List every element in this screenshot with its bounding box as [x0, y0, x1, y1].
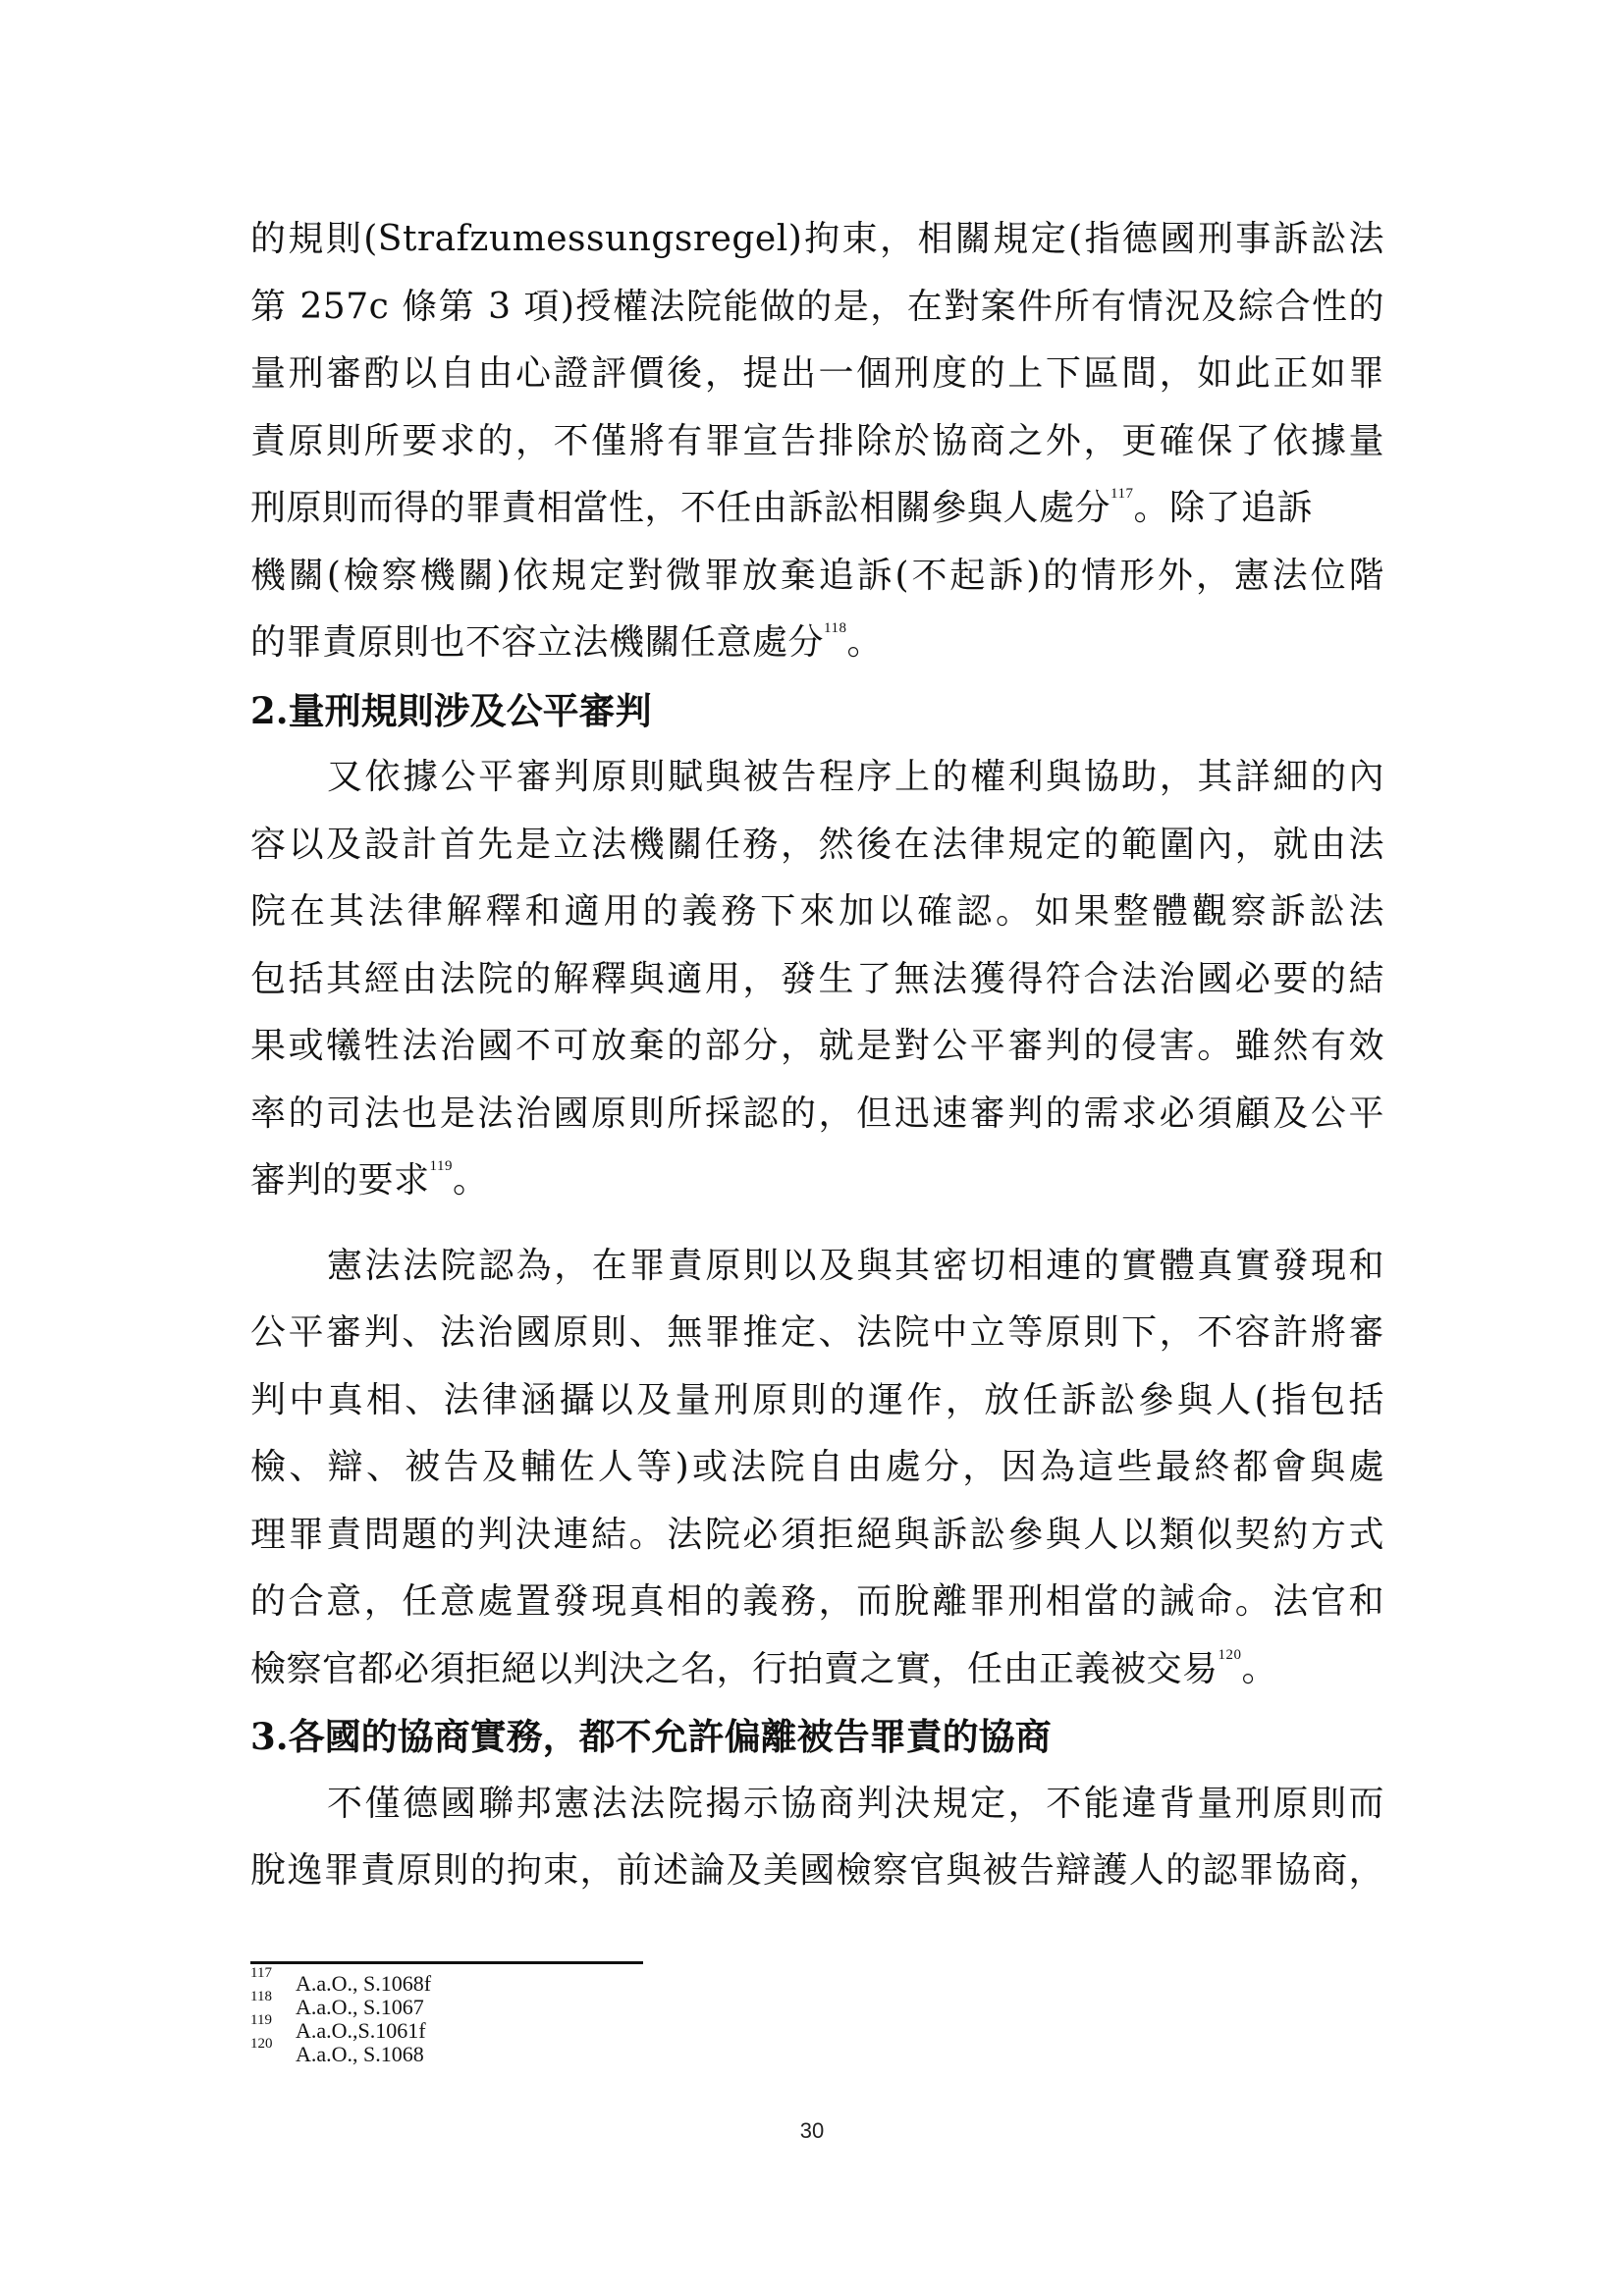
section-heading-3: 3.各國的協商實務，都不允許偏離被告罪責的協商 — [250, 1715, 1052, 1758]
footnote-119 — [250, 2012, 938, 2043]
paragraph-2-line-2: 容以及設計首先是立法機關任務，然後在法律規定的範圍內，就由法 — [250, 824, 1384, 865]
text-segment: 審判的要求 — [250, 1160, 430, 1201]
text-segment: 的罪責原則也不容立法機關任意處分 — [250, 622, 825, 663]
page-number: 30 — [799, 2118, 825, 2143]
paragraph-3-line-1: 憲法法院認為，在罪責原則以及與其密切相連的實體真實發現和 — [327, 1245, 1384, 1286]
paragraph-4-line-2: 脫逸罪責原則的拘束，前述論及美國檢察官與被告辯護人的認罪協商， — [250, 1850, 1384, 1891]
paragraph-2-line-1: 又依據公平審判原則賦與被告程序上的權利與協助，其詳細的內 — [327, 757, 1384, 797]
footnote-number: 119 — [250, 2012, 272, 2028]
paragraph-gap — [250, 1215, 1384, 1233]
footnote-ref-120[interactable]: 120 — [1218, 1646, 1242, 1663]
paragraph-1-line-3: 量刑審酌以自由心證評價後，提出一個刑度的上下區間，如此正如罪 — [250, 353, 1384, 394]
paragraph-1-line-4: 責原則所要求的，不僅將有罪宣告排除於協商之外，更確保了依據量 — [250, 420, 1384, 461]
footnote-number: 117 — [250, 1965, 272, 1981]
text-segment: 。 — [846, 622, 883, 663]
text-segment: 。除了追訴 — [1133, 488, 1313, 528]
text-segment: 檢察官都必須拒絕以判決之名，行拍賣之實，任由正義被交易 — [250, 1648, 1218, 1689]
footnote-text: A.a.O.,S.1061f — [296, 2018, 426, 2043]
paragraph-3-line-3: 判中真相、法律涵攝以及量刑原則的運作，放任訴訟參與人(指包括 — [250, 1379, 1384, 1420]
paragraph-1-line-6: 機關(檢察機關)依規定對微罪放棄追訴(不起訴)的情形外，憲法位階 — [250, 555, 1384, 596]
footnote-118 — [250, 1989, 938, 2019]
text-segment: 。 — [452, 1160, 489, 1201]
paragraph-3-line-7 — [250, 1636, 1384, 1704]
section-heading-2: 2.量刑規則涉及公平審判 — [250, 688, 652, 732]
footnote-ref-118[interactable]: 118 — [824, 620, 847, 636]
footnote-text: A.a.O., S.1068 — [296, 2042, 424, 2066]
paragraph-1-line-1: 的規則(Strafzumessungsregel)拘束，相關規定(指德國刑事訴訟法 — [250, 219, 1384, 259]
paragraph-1-line-2: 第 257c 條第 3 項)授權法院能做的是，在對案件所有情況及綜合性的 — [250, 286, 1384, 327]
footnotes — [250, 1965, 938, 2066]
footnote-text: A.a.O., S.1068f — [296, 1971, 432, 1996]
body-text — [250, 206, 1384, 1905]
paragraph-1-line-5 — [250, 475, 1384, 543]
paragraph-1-line-7 — [250, 610, 1384, 677]
paragraph-2-line-6: 率的司法也是法治國原則所採認的，但迅速審判的需求必須顧及公平 — [250, 1093, 1384, 1134]
paragraph-2-line-5: 果或犧牲法治國不可放棄的部分，就是對公平審判的侵害。雖然有效 — [250, 1026, 1384, 1066]
paragraph-2-line-3: 院在其法律解釋和適用的義務下來加以確認。如果整體觀察訴訟法 — [250, 891, 1384, 932]
paragraph-3-line-4: 檢、辯、被告及輔佐人等)或法院自由處分，因為這些最終都會與處 — [250, 1447, 1384, 1487]
paragraph-2-line-7 — [250, 1148, 1384, 1215]
footnote-number: 118 — [250, 1989, 272, 2004]
paragraph-3-line-5: 理罪責問題的判決連結。法院必須拒絕與訴訟參與人以類似契約方式 — [250, 1514, 1384, 1555]
footnote-117 — [250, 1965, 938, 1996]
footnote-text: A.a.O., S.1067 — [296, 1995, 424, 2019]
paragraph-3-line-6: 的合意，任意處置發現真相的義務，而脫離罪刑相當的誡命。法官和 — [250, 1581, 1384, 1622]
paragraph-4-line-1: 不僅德國聯邦憲法法院揭示協商判決規定，不能違背量刑原則而 — [327, 1783, 1384, 1824]
paragraph-2-line-4: 包括其經由法院的解釋與適用，發生了無法獲得符合法治國必要的結 — [250, 958, 1384, 999]
footnote-120 — [250, 2036, 938, 2066]
footnote-ref-117[interactable]: 117 — [1110, 486, 1134, 502]
footnote-ref-119[interactable]: 119 — [429, 1158, 453, 1174]
paragraph-3-line-2: 公平審判、法治國原則、無罪推定、法院中立等原則下，不容許將審 — [250, 1312, 1384, 1353]
text-segment: 刑原則而得的罪責相當性，不任由訴訟相關參與人處分 — [250, 488, 1111, 528]
footnote-number: 120 — [250, 2036, 273, 2052]
footnote-divider — [250, 1961, 643, 1964]
text-segment: 。 — [1241, 1648, 1278, 1689]
